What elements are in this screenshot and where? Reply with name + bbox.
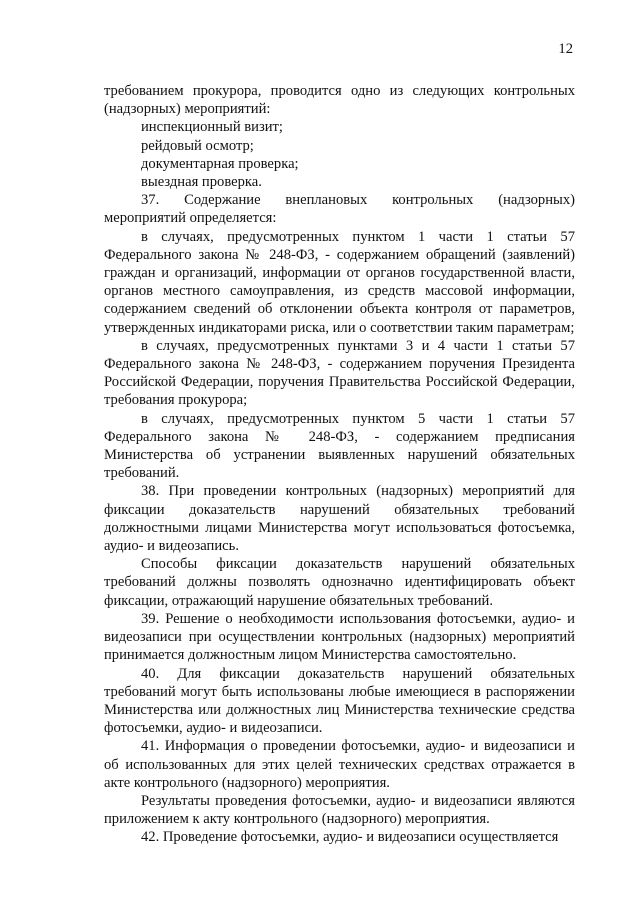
paragraph-38-methods: Способы фиксации доказательств нарушений обязательных требований должны позволять однозначно идентифицировать объект фиксации, отражающий нарушение обязательных требований. [104,556,575,609]
paragraph-40: 40. Для фиксации доказательств нарушений обязательных требований могут быть использованы любые имеющиеся в распоряжении Министерства или должностных лиц Министерства технические средства фотосъемки, аудио- и видеозаписи. [104,665,575,737]
paragraph-41-results: Результаты проведения фотосъемки, аудио- и видеозаписи являются приложением к акту контрольного (надзорного) мероприятия. [104,792,575,828]
paragraph-37-case-1: в случаях, предусмотренных пунктом 1 части 1 статьи 57 Федерального закона № 248-ФЗ, - содержанием обращений (заявлений) граждан и организаций, информации от органов государственной власти, органов местного самоуправления, из средств массовой информации, содержанием сведений об отклонении объекта контроля от параметров, утвержденных индикаторами риска, или о соответствии таким параметрам; [104,228,575,336]
paragraph-39: 39. Решение о необходимости использования фотосъемки, аудио- и видеозаписи при осуществлении контрольных (надзорных) мероприятий принимается должностным лицом Министерства самостоятельно. [104,610,575,664]
page-number: 12 [558,41,573,57]
list-item: рейдовый осмотр; [141,137,254,154]
paragraph-37-case-3: в случаях, предусмотренных пунктом 5 части 1 статьи 57 Федерального закона № 248-ФЗ, - содержанием предписания Министерства об устранении выявленных нарушений обязательных требований. [104,410,575,482]
paragraph-41: 41. Информация о проведении фотосъемки, аудио- и видеозаписи и об использованных для этих целей технических средствах отражается в акте контрольного (надзорного) мероприятия. [104,738,575,791]
list-item: выездная проверка. [141,174,262,191]
paragraph-42: 42. Проведение фотосъемки, аудио- и видеозаписи осуществляется [141,829,559,846]
list-item: инспекционный визит; [141,119,283,136]
paragraph-37: 37. Содержание внеплановых контрольных (надзорных) мероприятий определяется: [104,192,575,227]
paragraph-intro: требованием прокурора, проводится одно из следующих контрольных (надзорных) мероприятий: [104,83,575,118]
paragraph-37-case-2: в случаях, предусмотренных пунктами 3 и 4 части 1 статьи 57 Федерального закона № 248-ФЗ, - содержанием поручения Президента Российской Федерации, поручения Правительства Российской Федерации, требования прокурора; [104,337,575,409]
list-item: документарная проверка; [141,155,299,172]
paragraph-38: 38. При проведении контрольных (надзорных) мероприятий для фиксации доказательств нарушений обязательных требований должностными лицами Министерства могут использоваться фотосъемка, аудио- и видеозапись. [104,483,575,555]
body-text [104,82,575,847]
